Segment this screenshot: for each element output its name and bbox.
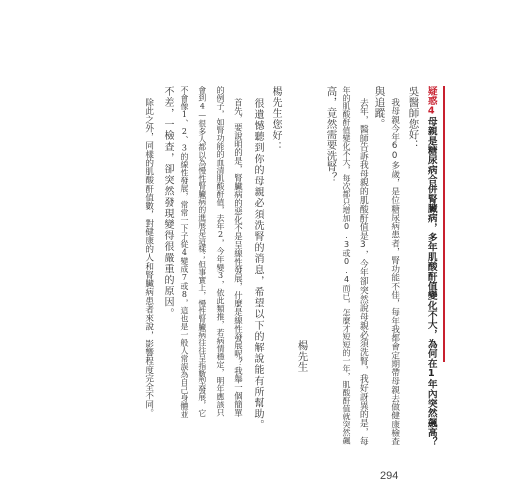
question-greeting: 吳醫師您好： [407,86,420,151]
question-tag: 疑惑4 [425,86,437,117]
title-accent-rule [443,86,445,362]
question-line: 年的肌酸酐值變化不大，每次都只增加0.3或0.4而已，怎麼才短短的一年，肌酸酐值就突然飆 [342,86,352,445]
question-line: 去年，醫師告訴我母親的肌酸酐值是3，今年卻突然說母親必須洗腎，我好訝異的是，每 [357,98,368,446]
answer-line: 不會像1、2、3的線性發展，常常一下子從4變成7或8，這也是一般人常誤為自己身體並 [179,86,189,418]
answer-line: 首先，要說明的是，腎臟病的惡化不是呈線性發展，什麼是線性發展呢？我舉一個簡單 [233,98,244,417]
answer-line: 會到4—很多人都以為慢性腎臟病的進展是這樣；但事實上，慢性腎臟病往往呈指數型發展，它 [197,86,207,417]
answer-line: 很遺憾聽到你的母親必須洗腎的消息，希望以下的解說能有所幫助。 [252,98,263,431]
answer-line: 不差，一檢查，卻突然發現變得很嚴重的原因。 [162,86,173,320]
title-text: 母親是糖尿病合併腎臟病，多年肌酸酐值變化不大，為何在1年內突然飆高？ [425,116,437,447]
page-number: 294 [380,470,399,482]
question-signature: 楊先生 [296,340,309,373]
answer-line: 的例子，如腎功能的血清肌酸酐值，去年2，今年變3，依此類推，若病情穩定，明年應該只 [216,86,226,417]
answer-line: 除此之外，同樣的肌酸酐值數，對健康的人和腎臟病患者來說，影響程度完全不同。 [143,98,154,417]
chapter-title [426,86,436,447]
question-line: 高，竟然需要洗腎？ [325,86,338,183]
question-line: 我母親今年60多歲，是位糖尿病患者，腎功能不佳，每年我都會定期帶母親去做健康檢查 [389,98,400,446]
answer-greeting: 楊先生您好： [270,86,281,153]
question-line: 與追蹤。 [373,86,386,129]
